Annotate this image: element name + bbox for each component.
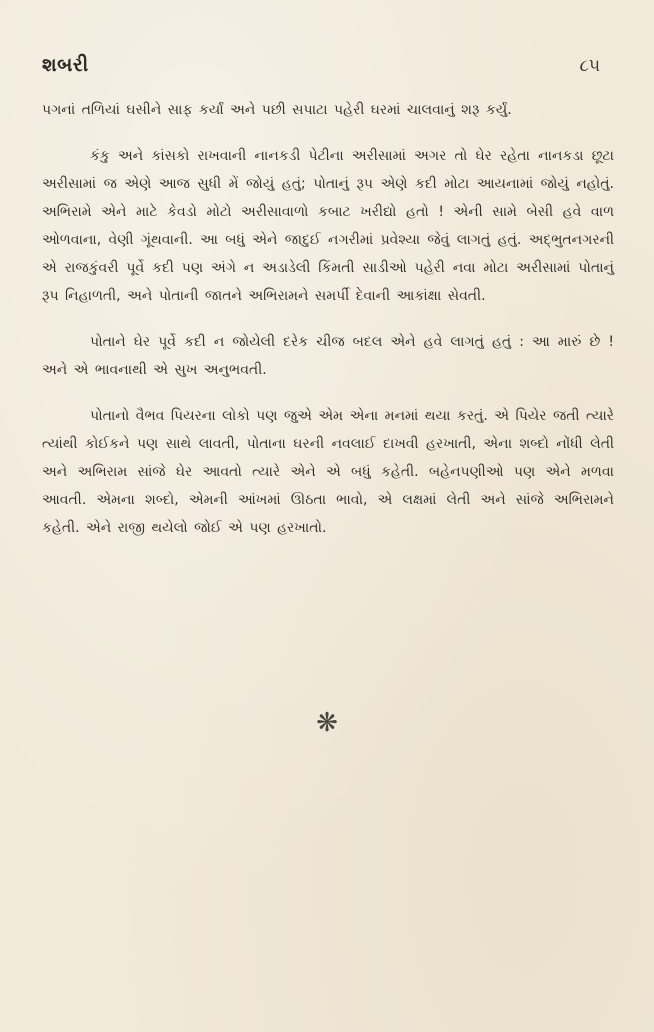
running-title: શબરી	[42, 54, 89, 76]
paragraph-1: પગનાં તળિયાં ઘસીને સાફ કર્યાં અને પછી સપાટા પહેરી ઘરમાં ચાલવાનું શરૂ કર્યું.	[42, 102, 512, 118]
section-ornament-icon: ❋	[316, 708, 338, 738]
page-number: ૮૫	[579, 56, 600, 76]
paragraph-4: પોતાનો વૈભવ પિયરના લોકો પણ જુએ એમ એના મનમાં થયા કરતું. એ પિયેર જતી ત્યારે ત્યાંથી કોઈકને પણ સાથે લાવતી, પોતાના ઘરની નવલાઈ દાખવી હરખાતી, એના શબ્દો નોંધી લેતી અને અભિરામ સાંજે ઘેર આવતો ત્યારે એને એ બધું કહેતી. બહેનપણીઓ પણ એને મળવા આવતી. એમના શબ્દો, એમની આંખમાં ઊઠતા ભાવો, એ લક્ષમાં લેતી અને સાંજે અભિરામને કહેતી. એને રાજી થયેલો જોઈ એ પણ હરખાતો.	[42, 408, 614, 536]
paragraph-3: પોતાને ઘેર પૂર્વે કદી ન જોયેલી દરેક ચીજ બદલ એને હવે લાગતું હતું : આ મારું છે ! અને એ ભાવનાથી એ સુખ અનુભવતી.	[42, 334, 614, 378]
body-text	[42, 96, 614, 560]
paragraph-2: કંકુ અને કાંસકો રાખવાની નાનકડી પેટીના અરીસામાં અગર તો ઘેર રહેતા નાનકડા છૂટા અરીસામાં જ એણે આજ સુધી મેં જોયું હતું; પોતાનું રૂપ એણે કદી મોટા આયનામાં જોયું નહોતું. અભિરામે એને માટે કેવડો મોટો અરીસાવાળો કબાટ ખરીદ્યો હતો ! એની સામે બેસી હવે વાળ ઓળવાના, વેણી ગૂંથવાની. આ બધું એને જાદુઈ નગરીમાં પ્રવેશ્યા જેવું લાગતું હતું. અદ્ભુતનગરની એ રાજકુંવરી પૂર્વે કદી પણ અંગે ન અડાડેલી કિંમતી સાડીઓ પહેરી નવા મોટા અરીસામાં પોતાનું રૂપ નિહાળતી, અને પોતાની જાતને અભિરામને સમર્પી દેવાની આકાંક્ષા સેવતી.	[42, 148, 614, 304]
